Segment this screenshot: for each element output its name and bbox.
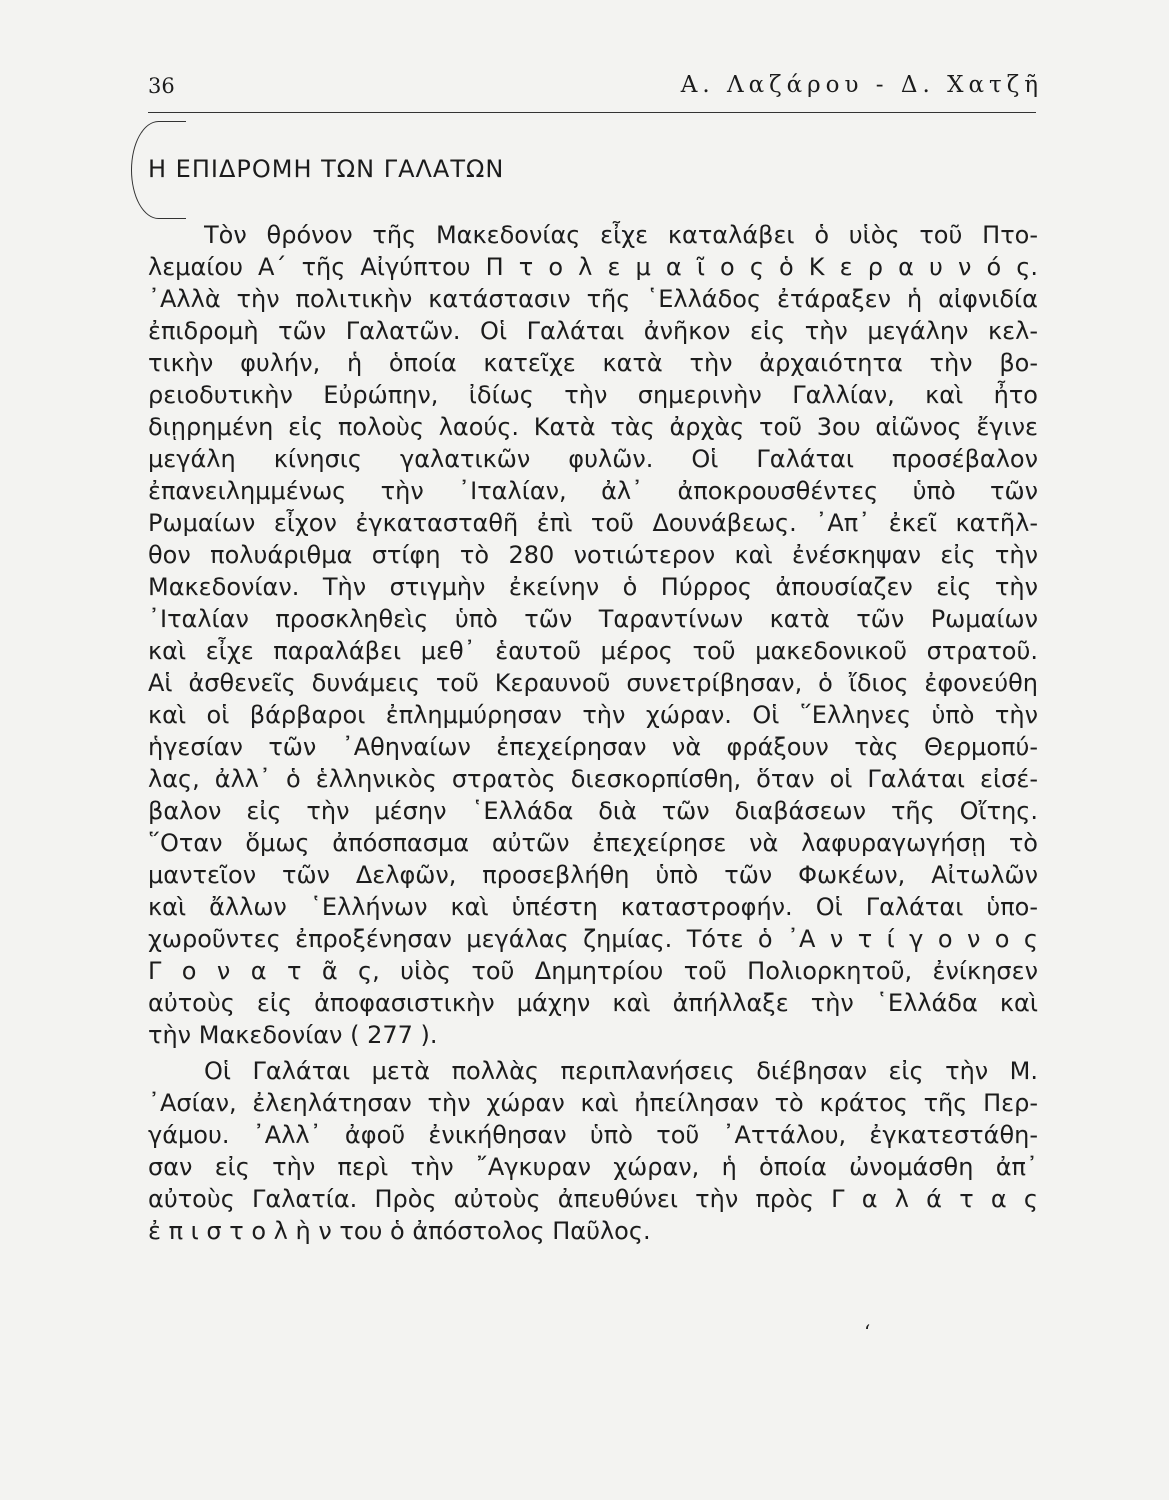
text-line: λας, ἀλλ᾽ ὁ ἑλληνικὸς στρατὸς διεσκορπίσθη, ὅταν οἱ Γαλάται εἰσέ- [148,765,1038,793]
text-line: ᾽Ιταλίαν προσκληθεὶς ὑπὸ τῶν Ταραντίνων κατὰ τῶν Ρωμαίων [148,605,1038,633]
text-line: καὶ ἄλλων ῾Ελλήνων καὶ ὑπέστη καταστροφήν. Οἱ Γαλάται ὑπο- [148,893,1038,921]
section-title: Η ΕΠΙΔΡΟΜΗ ΤΩΝ ΓΑΛΑΤΩΝ [148,155,505,183]
text-line: αὐτοὺς εἰς ἀποφασιστικὴν μάχην καὶ ἀπήλλαξε τὴν ῾Ελλάδα καὶ [148,989,1038,1017]
text-line: Γ ο ν α τ ᾶ ς, υἱὸς τοῦ Δημητρίου τοῦ Πολιορκητοῦ, ἐνίκησεν [148,957,1038,985]
stray-ink-mark: ʻ [864,1320,871,1344]
page-number: 36 [148,74,175,98]
text-line: λεμαίου Α΄ τῆς Αἰγύπτου Π τ ο λ ε μ α ῖ ο ς ὁ Κ ε ρ α υ ν ό ς. [148,253,1038,281]
text-line: ἐπιδρομὴ τῶν Γαλατῶν. Οἱ Γαλάται ἀνῆκον εἰς τὴν μεγάλην κελ- [148,317,1038,345]
text-line: ῞Οταν ὅμως ἀπόσπασμα αὐτῶν ἐπεχείρησε νὰ λαφυραγωγήσῃ τὸ [148,829,1038,857]
text-line: χωροῦντες ἐπροξένησαν μεγάλας ζημίας. Τότε ὁ ᾽Α ν τ ί γ ο ν ο ς [148,925,1038,953]
text-line: μαντεῖον τῶν Δελφῶν, προσεβλήθη ὑπὸ τῶν Φωκέων, Αἰτωλῶν [148,861,1038,889]
text-line: διῃρημένη εἰς πολοὺς λαούς. Κατὰ τὰς ἀρχὰς τοῦ 3ου αἰῶνος ἔγινε [148,413,1038,441]
running-header: Α. Λαζάρου - Δ. Χατζῆ [680,72,1043,98]
text-line: καὶ οἱ βάρβαροι ἐπλημμύρησαν τὴν χώραν. Οἱ ῞Ελληνες ὑπὸ τὴν [148,701,1038,729]
text-line: αὐτοὺς Γαλατία. Πρὸς αὐτοὺς ἀπευθύνει τὴν πρὸς Γ α λ ά τ α ς [148,1185,1038,1213]
header-rule [148,112,1036,113]
text-line: Τὸν θρόνον τῆς Μακεδονίας εἶχε καταλάβει ὁ υἱὸς τοῦ Πτο- [204,221,1038,249]
text-line: Οἱ Γαλάται μετὰ πολλὰς περιπλανήσεις διέβησαν εἰς τὴν Μ. [204,1057,1038,1085]
text-line: ἡγεσίαν τῶν ᾽Αθηναίων ἐπεχείρησαν νὰ φράξουν τὰς Θερμοπύ- [148,733,1038,761]
text-line: Μακεδονίαν. Τὴν στιγμὴν ἐκείνην ὁ Πύρρος ἀπουσίαζεν εἰς τὴν [148,573,1038,601]
text-line: τὴν Μακεδονίαν ( 277 ). [148,1021,438,1049]
text-line: ρειοδυτικὴν Εὐρώπην, ἰδίως τὴν σημερινὴν Γαλλίαν, καὶ ἦτο [148,381,1038,409]
text-line: μεγάλη κίνησις γαλατικῶν φυλῶν. Οἱ Γαλάται προσέβαλον [148,445,1038,473]
text-line: ᾽Ασίαν, ἐλεηλάτησαν τὴν χώραν καὶ ἠπείλησαν τὸ κράτος τῆς Περ- [148,1089,1038,1117]
text-line: γάμου. ᾽Αλλ᾽ ἀφοῦ ἐνικήθησαν ὑπὸ τοῦ ᾽Αττάλου, ἐγκατεστάθη- [148,1121,1038,1149]
text-line: ᾽Αλλὰ τὴν πολιτικὴν κατάστασιν τῆς ῾Ελλάδος ἐτάραξεν ἡ αἰφνιδία [148,285,1038,313]
text-line: ἐ π ι σ τ ο λ ὴ ν του ὁ ἀπόστολος Παῦλος. [148,1217,651,1245]
text-line: θον πολυάριθμα στίφη τὸ 280 νοτιώτερον καὶ ἐνέσκηψαν εἰς τὴν [148,541,1038,569]
text-line: καὶ εἶχε παραλάβει μεθ᾽ ἑαυτοῦ μέρος τοῦ μακεδονικοῦ στρατοῦ. [148,637,1038,665]
text-line: σαν εἰς τὴν περὶ τὴν ῎Αγκυραν χώραν, ἡ ὁποία ὠνομάσθη ἀπ᾽ [148,1153,1038,1181]
text-line: ἐπανειλημμένως τὴν ᾽Ιταλίαν, ἀλ᾽ ἀποκρουσθέντες ὑπὸ τῶν [148,477,1038,505]
text-line: Ρωμαίων εἶχον ἐγκατασταθῆ ἐπὶ τοῦ Δουνάβεως. ᾽Απ᾽ ἐκεῖ κατῆλ- [148,509,1038,537]
text-line: τικὴν φυλήν, ἡ ὁποία κατεῖχε κατὰ τὴν ἀρχαιότητα τὴν βο- [148,349,1038,377]
text-line: βαλον εἰς τὴν μέσην ῾Ελλάδα διὰ τῶν διαβάσεων τῆς Οἴτης. [148,797,1038,825]
text-line: Αἱ ἀσθενεῖς δυνάμεις τοῦ Κεραυνοῦ συνετρίβησαν, ὁ ἴδιος ἐφονεύθη [148,669,1038,697]
